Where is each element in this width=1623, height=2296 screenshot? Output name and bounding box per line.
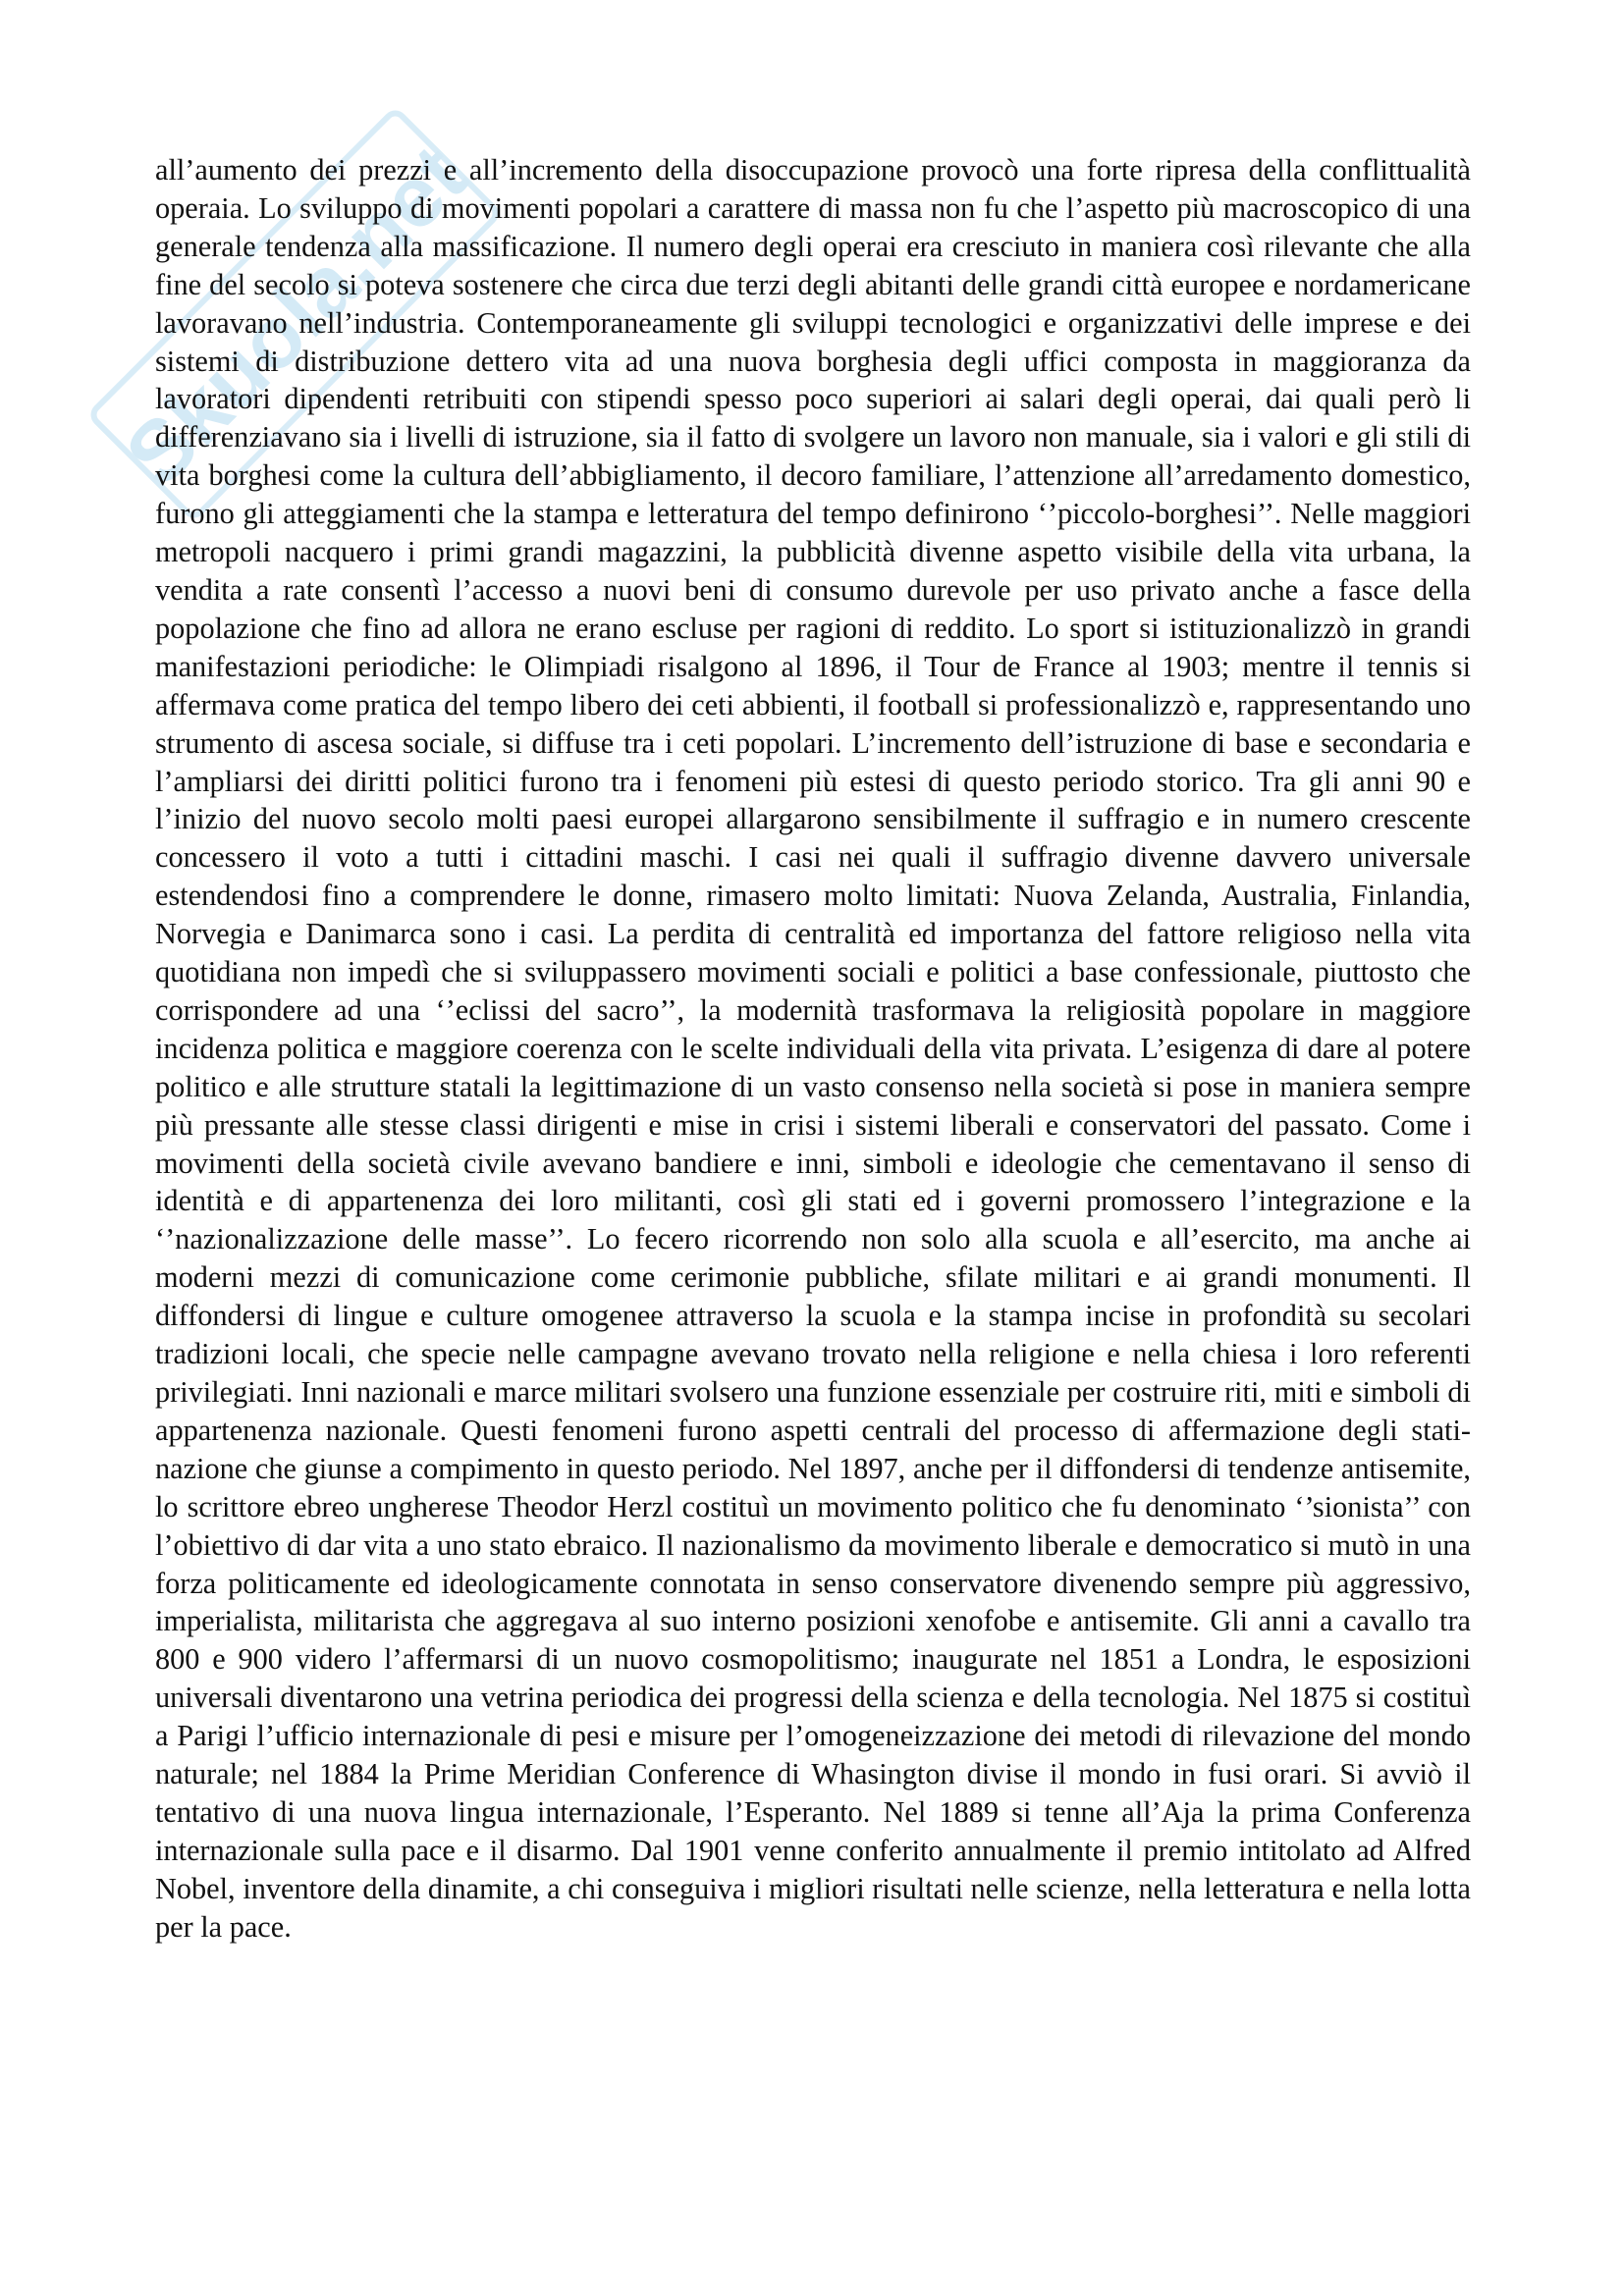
body-paragraph: all’aumento dei prezzi e all’incremento della disoccupazione provocò una forte ripresa della conflittualità operaia. Lo sviluppo di movimenti popolari a carattere di massa non fu che l’aspetto più macroscopico di una generale tendenza alla massificazione. Il numero degli operai era cresciuto in maniera così rilevante che alla fine del secolo si poteva sostenere che circa due terzi degli abitanti delle grandi città europee e nordamericane lavoravano nell’industria. Contemporaneamente gli sviluppi tecnologici e organizzativi delle imprese e dei sistemi di distribuzione dettero vita ad una nuova borghesia degli uffici composta in maggioranza da lavoratori dipendenti retribuiti con stipendi spesso poco superiori ai salari degli operai, dai quali però li differenziavano sia i livelli di istruzione, sia il fatto di svolgere un lavoro non manuale, sia i valori e gli stili di vita borghesi come la cultura dell’abbigliamento, il decoro familiare, l’attenzione all’arredamento domestico, furono gli atteggiamenti che la stampa e letteratura del tempo definirono ‘’piccolo-borghesi’’. Nelle maggiori metropoli nacquero i primi grandi magazzini, la pubblicità divenne aspetto visibile della vita urbana, la vendita a rate consentì l’accesso a nuovi beni di consumo durevole per uso privato anche a fasce della popolazione che fino ad allora ne erano escluse per ragioni di reddito. Lo sport si istituzionalizzò in grandi manifestazioni periodiche: le Olimpiadi risalgono al 1896, il Tour de France al 1903; mentre il tennis si affermava come pratica del tempo libero dei ceti abbienti, il football si professionalizzò e, rappresentando uno strumento di ascesa sociale, si diffuse tra i ceti popolari. L’incremento dell’istruzione di base e secondaria e l’ampliarsi dei diritti politici furono tra i fenomeni più estesi di questo periodo storico. Tra gli anni 90 e l’inizio del nuovo secolo molti paesi europei allargarono sensibilmente il suffragio e in numero crescente concessero il voto a tutti i cittadini maschi. I casi nei quali il suffragio divenne davvero universale estendendosi fino a comprendere le donne, rimasero molto limitati: Nuova Zelanda, Australia, Finlandia, Norvegia e Danimarca sono i casi. La perdita di centralità ed importanza del fattore religioso nella vita quotidiana non impedì che si sviluppassero movimenti sociali e politici a base confessionale, piuttosto che corrispondere ad una ‘’eclissi del sacro’’, la modernità trasformava la religiosità popolare in maggiore incidenza politica e maggiore coerenza con le scelte individuali della vita privata. L’esigenza di dare al potere politico e alle strutture statali la legittimazione di un vasto consenso nella società si pose in maniera sempre più pressante alle stesse classi dirigenti e mise in crisi i sistemi liberali e conservatori del passato. Come i movimenti della società civile avevano bandiere e inni, simboli e ideologie che cementavano il senso di identità e di appartenenza dei loro militanti, così gli stati ed i governi promossero l’integrazione e la ‘’nazionalizzazione delle masse’’. Lo fecero ricorrendo non solo alla scuola e all’esercito, ma anche ai moderni mezzi di comunicazione come cerimonie pubbliche, sfilate militari e ai grandi monumenti. Il diffondersi di lingue e culture omogenee attraverso la scuola e la stampa incise in profondità su secolari tradizioni locali, che specie nelle campagne avevano trovato nella religione e nella chiesa i loro referenti privilegiati. Inni nazionali e marce militari svolsero una funzione essenziale per costruire riti, miti e simboli di appartenenza nazionale. Questi fenomeni furono aspetti centrali del processo di affermazione degli stati-nazione che giunse a compimento in questo periodo. Nel 1897, anche per il diffondersi di tendenze antisemite, lo scrittore ebreo ungherese Theodor Herzl costituì un movimento politico che fu denominato ‘’sionista’’ con l’obiettivo di dar vita a uno stato ebraico. Il nazionalismo da movimento liberale e democratico si mutò in una forza politicamente ed ideologicamente connotata in senso conservatore divenendo sempre più aggressivo, imperialista, militarista che aggregava al suo interno posizioni xenofobe e antisemite. Gli anni a cavallo tra 800 e 900 videro l’affermarsi di un nuovo cosmopolitismo; inaugurate nel 1851 a Londra, le esposizioni universali diventarono una vetrina periodica dei progressi della scienza e della tecnologia. Nel 1875 si costituì a Parigi l’ufficio internazionale di pesi e misure per l’omogeneizzazione dei metodi di rilevazione del mondo naturale; nel 1884 la Prime Meridian Conference di Whasington divise il mondo in fusi orari. Si avviò il tentativo di una nuova lingua internazionale, l’Esperanto. Nel 1889 si tenne all’Aja la prima Conferenza internazionale sulla pace e il disarmo. Dal 1901 venne conferito annualmente il premio intitolato ad Alfred Nobel, inventore della dinamite, a chi conseguiva i migliori risultati nelle scienze, nella letteratura e nella lotta per la pace. (155, 153, 1471, 1944)
document-body (155, 151, 1471, 1947)
watermark-text: Skuola.net (106, 126, 485, 505)
